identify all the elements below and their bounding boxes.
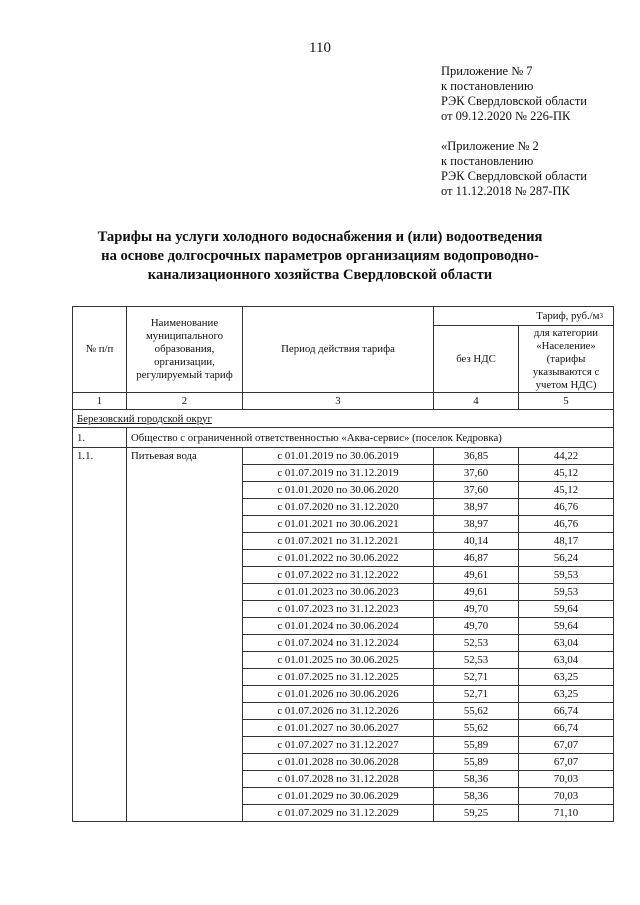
period-cell: с 01.07.2024 по 31.12.2024 <box>243 635 434 652</box>
tariff-no-vat-cell: 49,70 <box>434 618 519 635</box>
period-cell: с 01.01.2029 по 30.06.2029 <box>243 788 434 805</box>
tariff-no-vat-cell: 52,71 <box>434 686 519 703</box>
period-cell: с 01.07.2023 по 31.12.2023 <box>243 601 434 618</box>
column-number: 3 <box>243 393 434 410</box>
header-number: № п/п <box>73 307 127 393</box>
period-cell: с 01.07.2020 по 31.12.2020 <box>243 499 434 516</box>
tariff-population-cell: 63,25 <box>519 686 614 703</box>
period-cell: с 01.07.2029 по 31.12.2029 <box>243 805 434 822</box>
tariff-no-vat-cell: 55,62 <box>434 703 519 720</box>
period-cell: с 01.01.2022 по 30.06.2022 <box>243 550 434 567</box>
tariff-no-vat-cell: 40,14 <box>434 533 519 550</box>
tariff-no-vat-cell: 52,53 <box>434 652 519 669</box>
tariff-population-cell: 63,25 <box>519 669 614 686</box>
tariff-no-vat-cell: 55,62 <box>434 720 519 737</box>
tariff-population-cell: 46,76 <box>519 499 614 516</box>
period-cell: с 01.07.2027 по 31.12.2027 <box>243 737 434 754</box>
period-cell: с 01.07.2026 по 31.12.2026 <box>243 703 434 720</box>
period-cell: с 01.07.2019 по 31.12.2019 <box>243 465 434 482</box>
period-cell: с 01.07.2025 по 31.12.2025 <box>243 669 434 686</box>
tariff-population-cell: 48,17 <box>519 533 614 550</box>
tariff-no-vat-cell: 55,89 <box>434 754 519 771</box>
tariff-no-vat-cell: 46,87 <box>434 550 519 567</box>
item-name: Питьевая вода <box>127 448 243 822</box>
period-cell: с 01.01.2026 по 30.06.2026 <box>243 686 434 703</box>
appendix-previous-line: «Приложение № 2 <box>441 139 539 153</box>
period-cell: с 01.01.2021 по 30.06.2021 <box>243 516 434 533</box>
period-cell: с 01.01.2024 по 30.06.2024 <box>243 618 434 635</box>
tariff-no-vat-cell: 36,85 <box>434 448 519 465</box>
period-cell: с 01.01.2019 по 30.06.2019 <box>243 448 434 465</box>
tariff-population-cell: 66,74 <box>519 703 614 720</box>
title-line: Тарифы на услуги холодного водоснабжения и (или) водоотведения <box>97 229 543 245</box>
document-title <box>60 228 580 285</box>
tariff-population-cell: 70,03 <box>519 771 614 788</box>
header-tariff-unit-exp: 3 <box>599 311 604 320</box>
tariff-no-vat-cell: 49,61 <box>434 584 519 601</box>
tariff-no-vat-cell: 59,25 <box>434 805 519 822</box>
tariff-no-vat-cell: 49,61 <box>434 567 519 584</box>
table-row <box>73 448 614 465</box>
period-cell: с 01.07.2028 по 31.12.2028 <box>243 771 434 788</box>
header-tariff-group <box>434 307 614 326</box>
period-cell: с 01.07.2021 по 31.12.2021 <box>243 533 434 550</box>
tariff-population-cell: 67,07 <box>519 754 614 771</box>
period-cell: с 01.01.2028 по 30.06.2028 <box>243 754 434 771</box>
organization-row <box>73 428 614 448</box>
period-cell: с 01.01.2025 по 30.06.2025 <box>243 652 434 669</box>
appendix-current-line: от 09.12.2020 № 226-ПК <box>441 109 571 123</box>
tariff-population-cell: 70,03 <box>519 788 614 805</box>
tariff-population-cell: 66,74 <box>519 720 614 737</box>
organization-number: 1. <box>73 428 127 448</box>
tariff-population-cell: 44,22 <box>519 448 614 465</box>
header-period: Период действия тарифа <box>243 307 434 393</box>
item-number: 1.1. <box>73 448 127 822</box>
column-number-row <box>73 393 614 410</box>
title-line: канализационного хозяйства Свердловской области <box>147 267 493 283</box>
column-number: 5 <box>519 393 614 410</box>
section-row <box>73 410 614 428</box>
appendix-current <box>441 64 587 124</box>
appendix-previous <box>441 139 587 199</box>
appendix-previous-line: РЭК Свердловской области <box>441 169 587 183</box>
tariff-population-cell: 71,10 <box>519 805 614 822</box>
tariff-population-cell: 63,04 <box>519 652 614 669</box>
tariff-no-vat-cell: 52,53 <box>434 635 519 652</box>
period-cell: с 01.07.2022 по 31.12.2022 <box>243 567 434 584</box>
tariff-no-vat-cell: 37,60 <box>434 465 519 482</box>
appendix-current-line: РЭК Свердловской области <box>441 94 587 108</box>
appendix-current-line: к постановлению <box>441 79 534 93</box>
column-number: 4 <box>434 393 519 410</box>
appendix-previous-line: от 11.12.2018 № 287-ПК <box>441 184 570 198</box>
tariff-population-cell: 56,24 <box>519 550 614 567</box>
column-number: 1 <box>73 393 127 410</box>
tariff-table <box>72 306 614 822</box>
tariff-population-cell: 59,53 <box>519 584 614 601</box>
tariff-population-cell: 45,12 <box>519 465 614 482</box>
tariff-population-cell: 67,07 <box>519 737 614 754</box>
tariff-no-vat-cell: 49,70 <box>434 601 519 618</box>
tariff-no-vat-cell: 55,89 <box>434 737 519 754</box>
title-line: на основе долгосрочных параметров организациям водопроводно- <box>101 248 539 264</box>
tariff-no-vat-cell: 38,97 <box>434 516 519 533</box>
column-number: 2 <box>127 393 243 410</box>
page-number: 110 <box>309 40 331 56</box>
header-name: Наименование муниципального образования, организации, регулируемый тариф <box>127 307 243 393</box>
header-tariff-label: Тариф, руб./м <box>536 309 600 322</box>
tariff-population-cell: 46,76 <box>519 516 614 533</box>
organization-name: Общество с ограниченной ответственностью «Аква-сервис» (поселок Кедровка) <box>127 428 614 448</box>
period-cell: с 01.01.2020 по 30.06.2020 <box>243 482 434 499</box>
tariff-population-cell: 63,04 <box>519 635 614 652</box>
appendix-current-line: Приложение № 7 <box>441 64 533 78</box>
tariff-population-cell: 59,64 <box>519 601 614 618</box>
header-no-vat: без НДС <box>434 326 519 393</box>
tariff-population-cell: 59,53 <box>519 567 614 584</box>
tariff-population-cell: 59,64 <box>519 618 614 635</box>
period-cell: с 01.01.2027 по 30.06.2027 <box>243 720 434 737</box>
tariff-no-vat-cell: 58,36 <box>434 788 519 805</box>
tariff-no-vat-cell: 38,97 <box>434 499 519 516</box>
tariff-population-cell: 45,12 <box>519 482 614 499</box>
section-title: Березовский городской округ <box>73 410 614 428</box>
tariff-no-vat-cell: 37,60 <box>434 482 519 499</box>
appendix-previous-line: к постановлению <box>441 154 534 168</box>
tariff-no-vat-cell: 52,71 <box>434 669 519 686</box>
header-population: для категории «Население» (тарифы указываются с учетом НДС) <box>519 326 614 393</box>
tariff-no-vat-cell: 58,36 <box>434 771 519 788</box>
period-cell: с 01.01.2023 по 30.06.2023 <box>243 584 434 601</box>
